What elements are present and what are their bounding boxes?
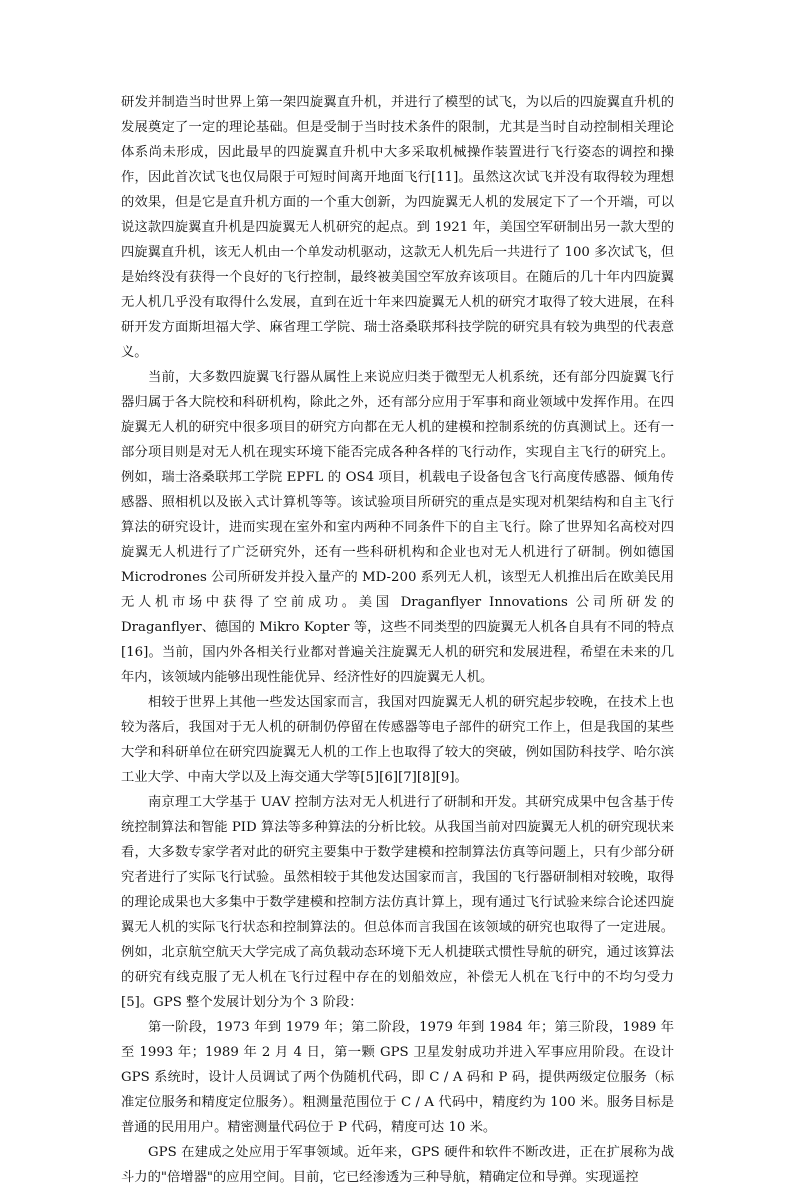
paragraph-2: 当前，大多数四旋翼飞行器从属性上来说应归类于微型无人机系统，还有部分四旋翼飞行器归属于各大院校和科研机构，除此之外，还有部分应用于军事和商业领域中发挥作用。在四旋翼无人机的研究中很多项目的研究方向都在无人机的建模和控制系统的仿真测试上。还有一部分项目则是对无人机在现实环境下能否完成各种各样的飞行动作，实现自主飞行的研究上。例如，瑞士洛桑联邦工学院 EPFL 的 OS4 项目，机载电子设备包含飞行高度传感器、倾角传感器、照相机以及嵌入式计算机等等。该试验项目所研究的重点是实现对机架结构和自主飞行算法的研究设计，进而实现在室外和室内两种不同条件下的自主飞行。除了世界知名高校对四旋翼无人机进行了广泛研究外，还有一些科研机构和企业也对无人机进行了研制。例如德国 Microdrones 公司所研发并投入量产的 MD-200 系列无人机，该型无人机推出后在欧美民用无人机市场中获得了空前成功。美国 Draganflyer Innovations 公司所研发的 Draganflyer、德国的 Mikro Kopter 等，这些不同类型的四旋翼无人机各自具有不同的特点[16]。当前，国内外各相关行业都对普遍关注旋翼无人机的研究和发展进程，希望在未来的几年内，该领域内能够出现性能优异、经济性好的四旋翼无人机。 (121, 370, 674, 685)
paragraph-5: 第一阶段，1973 年到 1979 年；第二阶段，1979 年到 1984 年；第三阶段，1989 年至 1993 年；1989 年 2 月 4 日，第一颗 GPS 卫星发射成功并进入军事应用阶段。在设计 GPS 系统时，设计人员调试了两个伪随机代码，即 C / A 码和 P 码，提供两级定位服务（标准定位服务和精度定位服务）。粗测量范围位于 C / A 代码中，精度约为 100 米。服务目标是普通的民用用户。精密测量代码位于 P 代码，精度可达 10 米。 (121, 1020, 674, 1135)
paragraph-6: GPS 在建成之处应用于军事领域。近年来，GPS 硬件和软件不断改进，正在扩展称为战斗力的"倍增器"的应用空间。目前，它已经渗透为三种导航，精确定位和导弹。实现遥控 (121, 1145, 674, 1185)
paragraph-3: 相较于世界上其他一些发达国家而言，我国对四旋翼无人机的研究起步较晚，在技术上也较为落后，我国对于无人机的研制仍停留在传感器等电子部件的研究工作上，但是我国的某些大学和科研单位在研究四旋翼无人机的工作上也取得了较大的突破，例如国防科技学、哈尔滨工业大学、中南大学以及上海交通大学等[5][6][7][8][9]。 (121, 695, 674, 785)
document-body (121, 90, 674, 1190)
paragraph-4: 南京理工大学基于 UAV 控制方法对无人机进行了研制和开发。其研究成果中包含基于传统控制算法和智能 PID 算法等多种算法的分析比较。从我国当前对四旋翼无人机的研究现状来看，大多数专家学者对此的研究主要集中于数学建模和控制算法仿真等问题上，只有少部分研究者进行了实际飞行试验。虽然相较于其他发达国家而言，我国的飞行器研制相对较晚，取得的理论成果也大多集中于数学建模和控制方法仿真计算上，现有通过飞行试验来综合论述四旋翼无人机的实际飞行状态和控制算法的。但总体而言我国在该领域的研究也取得了一定进展。例如，北京航空航天大学完成了高负载动态环境下无人机捷联式惯性导航的研究，通过该算法的研究有线克服了无人机在飞行过程中存在的划船效应，补偿无人机在飞行中的不均匀受力[5]。GPS 整个发展计划分为个 3 阶段： (121, 795, 674, 1010)
paragraph-1: 研发并制造当时世界上第一架四旋翼直升机，并进行了模型的试飞，为以后的四旋翼直升机的发展奠定了一定的理论基础。但是受制于当时技术条件的限制，尤其是当时自动控制相关理论体系尚未形成，因此最早的四旋翼直升机中大多采取机械操作装置进行飞行姿态的调控和操作，因此首次试飞也仅局限于可短时间离开地面飞行[11]。虽然这次试飞并没有取得较为理想的效果，但是它是直升机方面的一个重大创新，为四旋翼无人机的发展定下了一个开端，可以说这款四旋翼直升机是四旋翼无人机研究的起点。到 1921 年，美国空军研制出另一款大型的四旋翼直升机，该无人机由一个单发动机驱动，这款无人机先后一共进行了 100 多次试飞，但是始终没有获得一个良好的飞行控制，最终被美国空军放弃该项目。在随后的几十年内四旋翼无人机几乎没有取得什么发展，直到在近十年来四旋翼无人机的研究才取得了较大进展，在科研开发方面斯坦福大学、麻省理工学院、瑞士洛桑联邦科技学院的研究具有较为典型的代表意义。 (121, 95, 674, 360)
